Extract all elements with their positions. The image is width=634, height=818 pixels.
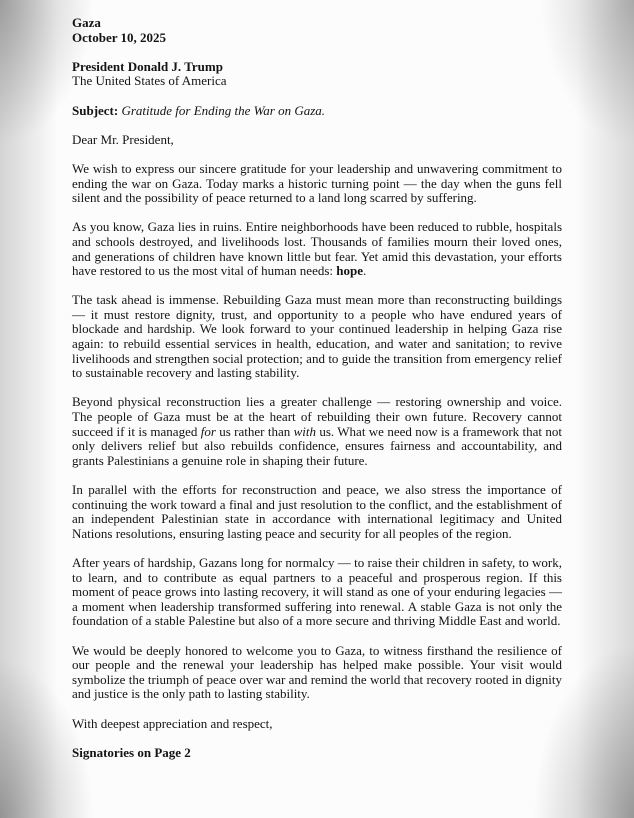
recipient-name: President Donald J. Trump: [72, 58, 223, 74]
paragraph-4-italic-for: for: [200, 423, 216, 439]
paragraph-2-bold-hope: hope: [336, 263, 364, 279]
paragraph-7: We would be deeply honored to welcome you to Gaza, to witness firsthand the resilience of our people and the renewal your leadership has helped make possible. Your visit would symbolize the triumph of peace over war and remind the world that recovery rooted in dignity and justice is the only path to lasting stability.: [72, 642, 562, 702]
subject-text: Gratitude for Ending the War on Gaza.: [121, 102, 326, 118]
letter-location: Gaza: [72, 15, 101, 30]
paragraph-1: We wish to express our sincere gratitude for your leadership and unwavering commitment to ending the war on Gaza. Today marks a historic turning point — the day when the guns fell silent and the possibility of peace returned to a land long scarred by suffering.: [72, 160, 562, 206]
paragraph-4-italic-with: with: [293, 423, 316, 439]
letter-header-block: [72, 16, 562, 45]
salutation: Dear Mr. President,: [72, 131, 174, 147]
paragraph-6: After years of hardship, Gazans long for normalcy — to raise their children in safety, to work, to learn, and to contribute as equal partners to a peaceful and prosperous region. If this moment of peace grows into lasting recovery, it will stand as one of your enduring legacies — a moment when leadership transformed suffering into renewal. A stable Gaza is not only the foundation of a stable Palestine but also of a more secure and thriving Middle East and world.: [72, 554, 562, 629]
paragraph-2-period: .: [363, 263, 367, 279]
letter-content: [72, 16, 562, 775]
closing-line: With deepest appreciation and respect,: [72, 715, 273, 731]
paragraph-2-text: As you know, Gaza lies in ruins. Entire neighborhoods have been reduced to rubble, hospitals and schools destroyed, and livelihoods lost. Thousands of families mourn their loved ones, and generations of children have known little but fear. Yet amid this devastation, your efforts have restored to us the most vital of human needs:: [72, 219, 562, 279]
paragraph-4-text-e: us. What we need now is a framework that not only delivers relief but also rebuilds confidence, ensures fairness and accountability, and grants Palestinians a genuine role in shaping their future.: [72, 423, 562, 468]
paragraph-4-text-a: Beyond physical reconstruction lies a greater challenge — restoring ownership and voice. The people of Gaza must be at the heart of rebuilding their own future. Recovery cannot succeed if it is managed: [72, 394, 562, 439]
recipient-country: The United States of America: [72, 73, 227, 89]
subject-line: [72, 104, 562, 119]
paragraph-5: In parallel with the efforts for reconstruction and peace, we also stress the importance of continuing the work toward a final and just resolution to the conflict, and the establishment of an independent Palestinian state in accordance with international legitimacy and United Nations resolutions, ensuring lasting peace and security for all peoples of the region.: [72, 482, 562, 541]
paragraph-2: [72, 220, 562, 278]
letter-date: October 10, 2025: [72, 29, 166, 45]
paragraph-4-text-c: us rather than: [215, 423, 294, 439]
paragraph-4: [72, 395, 562, 468]
subject-label: Subject:: [72, 102, 119, 118]
recipient-block: [72, 60, 562, 89]
paragraph-3: The task ahead is immense. Rebuilding Gaza must mean more than reconstructing buildings — it must restore dignity, trust, and opportunity to a people who have endured years of blockade and hardship. We look forward to your continued leadership in helping Gaza rise again: to rebuild essential services in health, education, and water and sanitation; to revive livelihoods and strengthen social protection; and to guide the transition from emergency relief to sustainable recovery and lasting stability.: [72, 292, 562, 381]
signatories-note: Signatories on Page 2: [72, 744, 191, 760]
